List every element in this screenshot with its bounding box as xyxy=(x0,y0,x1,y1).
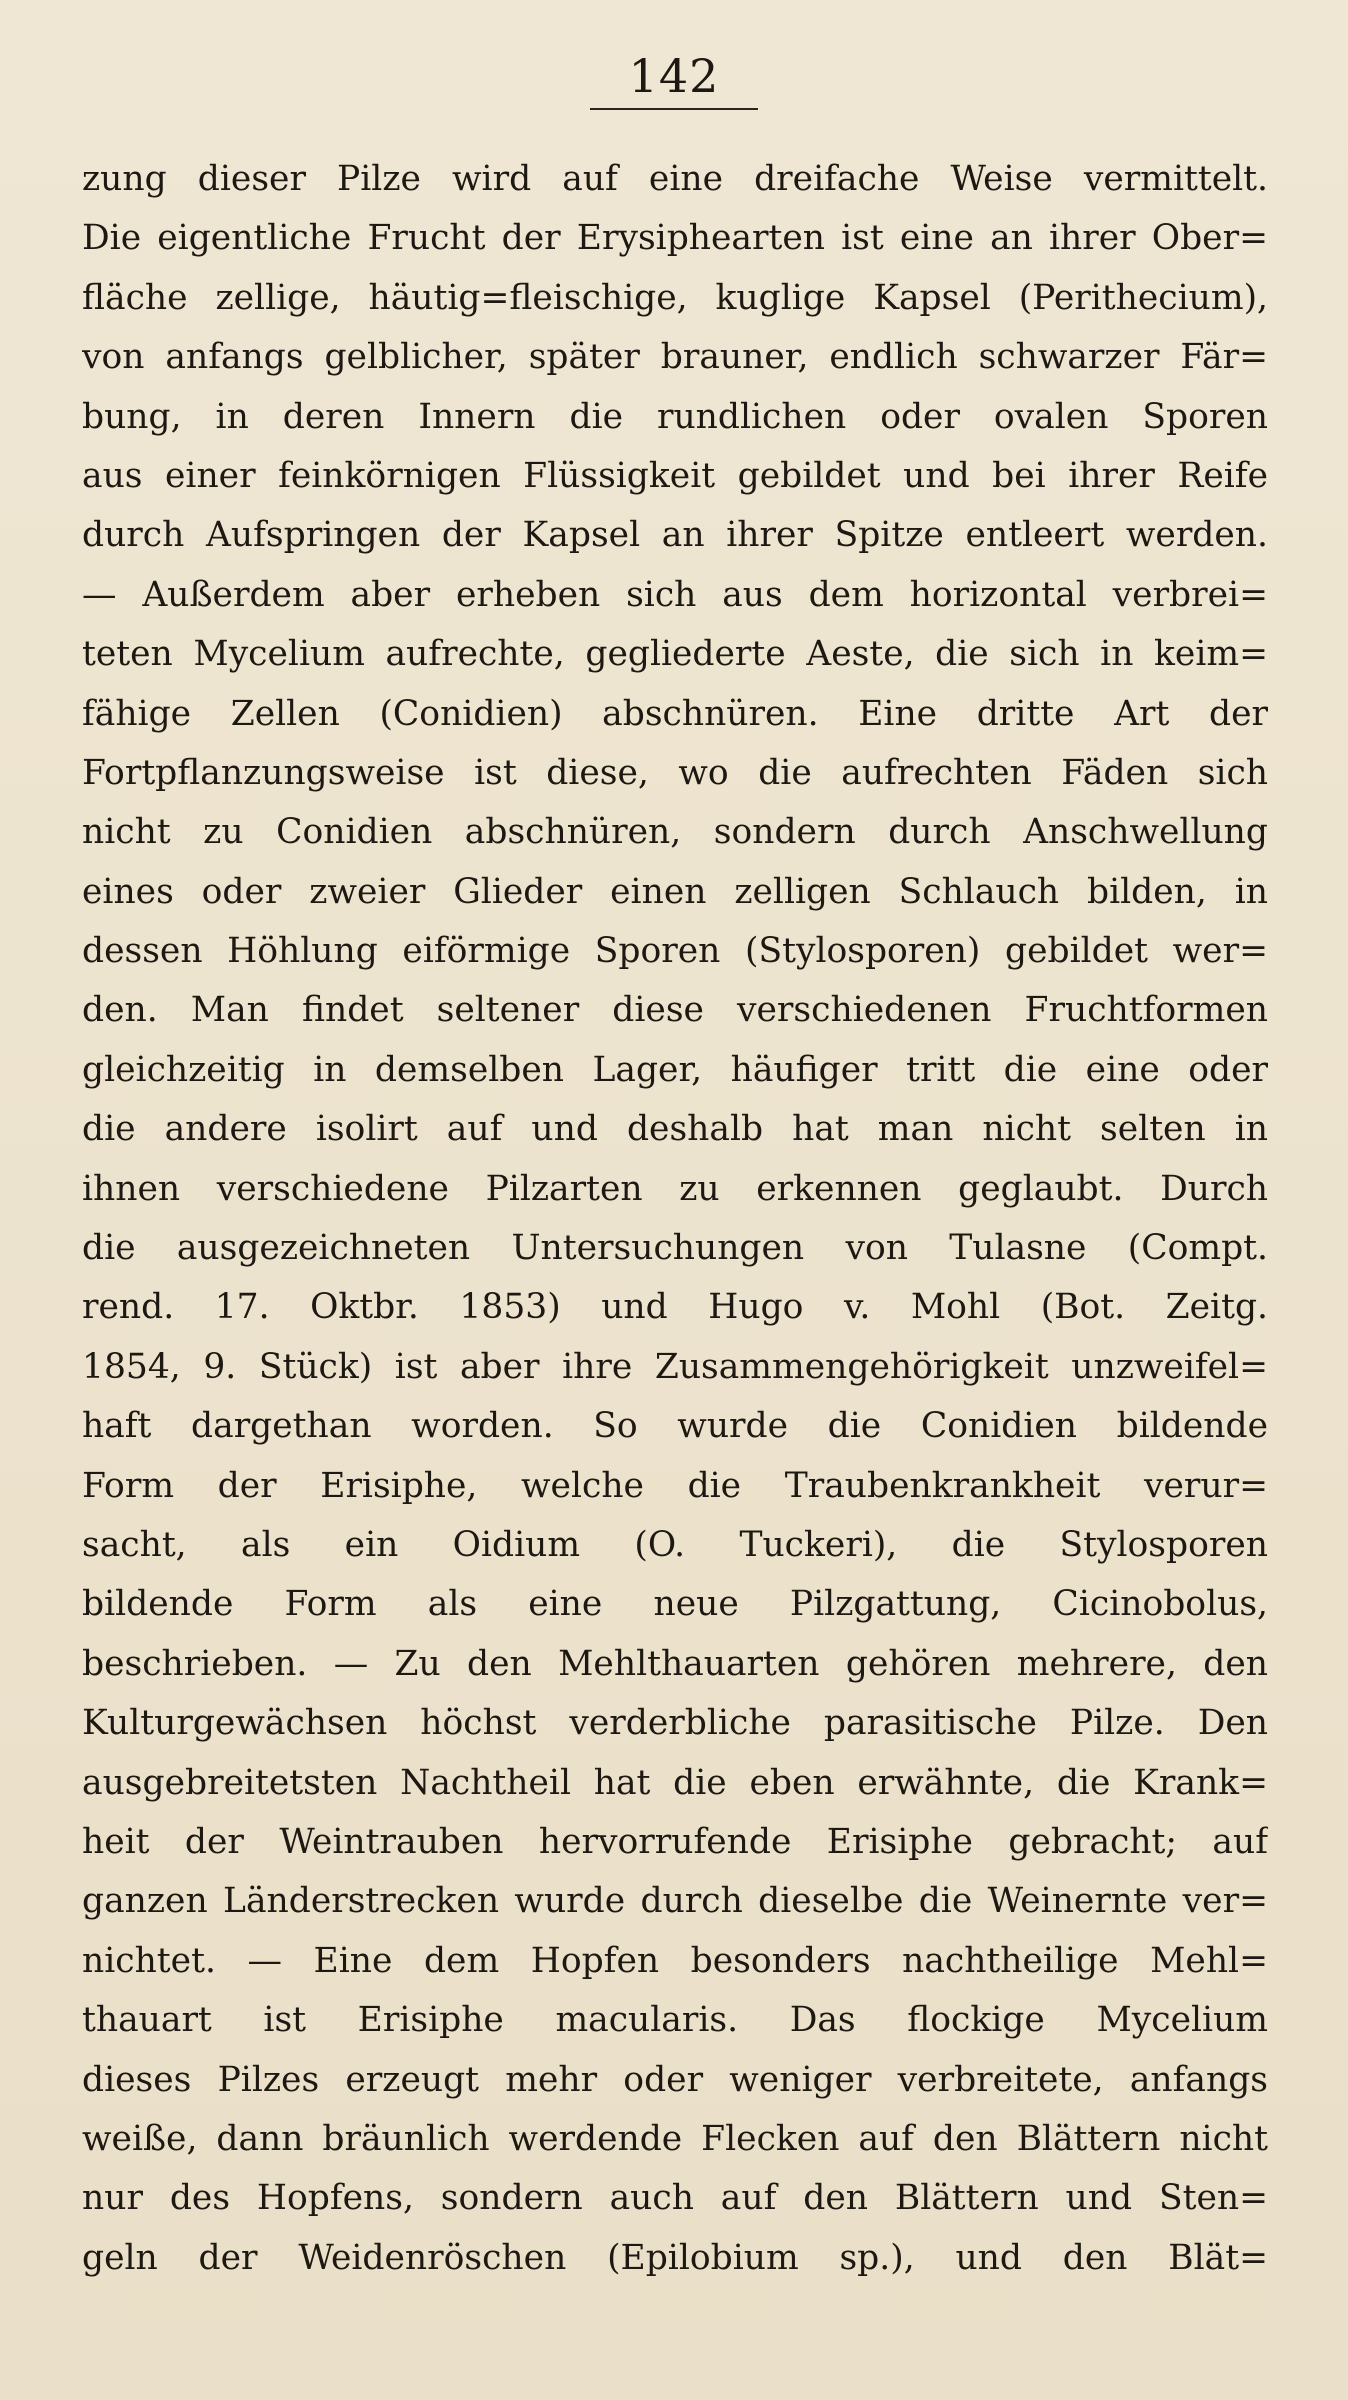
text-line: fähige Zellen (Conidien) abschnüren. Eine dritte Art der xyxy=(82,693,1268,734)
text-line: ihnen verschiedene Pilzarten zu erkennen geglaubt. Durch xyxy=(82,1168,1268,1209)
text-line: Fortpflanzungsweise ist diese, wo die aufrechten Fäden sich xyxy=(82,752,1268,793)
text-line: bildende Form als eine neue Pilzgattung, Cicinobolus, xyxy=(82,1584,1268,1625)
text-line: die ausgezeichneten Untersuchungen von Tulasne (Compt. xyxy=(82,1228,1268,1269)
text-line: dieses Pilzes erzeugt mehr oder weniger verbreitete, anfangs xyxy=(82,2059,1268,2100)
text-line: ganzen Länderstrecken wurde durch dieselbe die Weinernte ver= xyxy=(82,1881,1268,1922)
text-line: zung dieser Pilze wird auf eine dreifache Weise vermittelt. xyxy=(82,159,1268,199)
text-line: rend. 17. Oktbr. 1853) und Hugo v. Mohl (Bot. Zeitg. xyxy=(82,1287,1268,1328)
text-line: teten Mycelium aufrechte, gegliederte Aeste, die sich in keim= xyxy=(82,634,1268,675)
text-line: nur des Hopfens, sondern auch auf den Blättern und Sten= xyxy=(82,2178,1268,2219)
text-line: beschrieben. — Zu den Mehlthauarten gehören mehrere, den xyxy=(82,1643,1268,1684)
text-line: — Außerdem aber erheben sich aus dem horizontal verbrei= xyxy=(82,574,1268,615)
text-line: sacht, als ein Oidium (O. Tuckeri), die Stylosporen xyxy=(82,1524,1268,1565)
text-line: haft dargethan worden. So wurde die Conidien bildende xyxy=(82,1406,1268,1447)
text-line: weiße, dann bräunlich werdende Flecken auf den Blättern nicht xyxy=(82,2118,1268,2159)
text-line: gleichzeitig in demselben Lager, häufiger tritt die eine oder xyxy=(82,1049,1268,1090)
text-line: heit der Weintrauben hervorrufende Erisiphe gebracht; auf xyxy=(82,1821,1268,1862)
text-line: nicht zu Conidien abschnüren, sondern durch Anschwellung xyxy=(82,812,1268,853)
page-number: 142 xyxy=(628,49,720,103)
text-line: den. Man findet seltener diese verschiedenen Fruchtformen xyxy=(82,990,1268,1031)
text-line: Form der Erisiphe, welche die Traubenkrankheit verur= xyxy=(82,1465,1268,1506)
text-line: von anfangs gelblicher, später brauner, endlich schwarzer Fär= xyxy=(82,337,1268,378)
text-line: dessen Höhlung eiförmige Sporen (Stylosporen) gebildet wer= xyxy=(82,931,1268,972)
text-line: durch Aufspringen der Kapsel an ihrer Spitze entleert werden. xyxy=(82,515,1268,556)
text-line: fläche zellige, häutig=fleischige, kuglige Kapsel (Perithecium), xyxy=(82,277,1268,318)
text-line: bung, in deren Innern die rundlichen oder ovalen Sporen xyxy=(82,396,1268,437)
text-line: geln der Weidenröschen (Epilobium sp.), und den Blät= xyxy=(82,2237,1268,2278)
header-rule xyxy=(590,108,758,110)
text-line: nichtet. — Eine dem Hopfen besonders nachtheilige Mehl= xyxy=(82,1940,1268,1981)
text-line: die andere isolirt auf und deshalb hat man nicht selten in xyxy=(82,1109,1268,1150)
text-line: aus einer feinkörnigen Flüssigkeit gebildet und bei ihrer Reife xyxy=(82,455,1268,496)
text-line: 1854, 9. Stück) ist aber ihre Zusammengehörigkeit unzweifel= xyxy=(82,1346,1268,1387)
text-line: Die eigentliche Frucht der Erysiphearten ist eine an ihrer Ober= xyxy=(82,218,1268,259)
body-text xyxy=(82,150,1268,2288)
text-line: eines oder zweier Glieder einen zelligen Schlauch bilden, in xyxy=(82,871,1268,912)
text-line: ausgebreitetsten Nachtheil hat die eben erwähnte, die Krank= xyxy=(82,1762,1268,1803)
text-line: thauart ist Erisiphe macularis. Das flockige Mycelium xyxy=(82,2000,1268,2041)
text-line: Kulturgewächsen höchst verderbliche parasitische Pilze. Den xyxy=(82,1703,1268,1744)
